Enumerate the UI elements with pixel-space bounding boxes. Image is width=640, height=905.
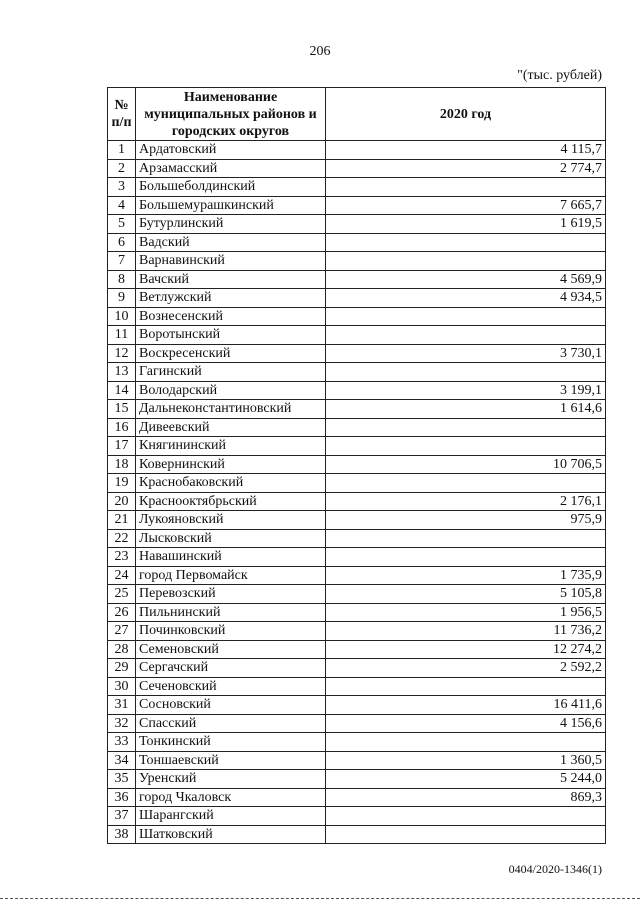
row-number: 8 (108, 270, 136, 289)
row-value: 1 619,5 (326, 215, 606, 234)
row-value (326, 733, 606, 752)
row-value: 5 244,0 (326, 770, 606, 789)
row-name: Воротынский (136, 326, 326, 345)
row-value (326, 474, 606, 493)
row-name: Навашинский (136, 548, 326, 567)
row-number: 38 (108, 825, 136, 844)
document-code: 0404/2020-1346(1) (508, 862, 602, 876)
row-name: Семеновский (136, 640, 326, 659)
row-number: 1 (108, 141, 136, 160)
row-value: 4 934,5 (326, 289, 606, 308)
row-name: Дальнеконстантиновский (136, 400, 326, 419)
row-number: 15 (108, 400, 136, 419)
row-value (326, 326, 606, 345)
row-value: 5 105,8 (326, 585, 606, 604)
table-row (108, 159, 606, 178)
row-name: Гагинский (136, 363, 326, 382)
row-value (326, 437, 606, 456)
row-number: 20 (108, 492, 136, 511)
row-number: 6 (108, 233, 136, 252)
table-row (108, 585, 606, 604)
row-name: Большемурашкинский (136, 196, 326, 215)
table-row (108, 233, 606, 252)
row-name: Княгининский (136, 437, 326, 456)
row-name: Тоншаевский (136, 751, 326, 770)
row-number: 35 (108, 770, 136, 789)
table-row (108, 603, 606, 622)
table-row (108, 418, 606, 437)
table-row (108, 455, 606, 474)
row-value: 11 736,2 (326, 622, 606, 641)
row-number: 19 (108, 474, 136, 493)
table-row (108, 437, 606, 456)
row-number: 22 (108, 529, 136, 548)
row-value (326, 825, 606, 844)
row-number: 27 (108, 622, 136, 641)
row-number: 13 (108, 363, 136, 382)
row-number: 10 (108, 307, 136, 326)
row-number: 5 (108, 215, 136, 234)
row-name: Варнавинский (136, 252, 326, 271)
row-name: Ковернинский (136, 455, 326, 474)
table-row (108, 344, 606, 363)
row-value: 1 360,5 (326, 751, 606, 770)
table-row (108, 807, 606, 826)
row-name: Сосновский (136, 696, 326, 715)
table-row (108, 529, 606, 548)
row-name: Краснооктябрьский (136, 492, 326, 511)
bottom-divider (0, 898, 640, 899)
table-row (108, 326, 606, 345)
table-row (108, 788, 606, 807)
row-value: 12 274,2 (326, 640, 606, 659)
row-value: 10 706,5 (326, 455, 606, 474)
row-value (326, 529, 606, 548)
row-number: 9 (108, 289, 136, 308)
table-row (108, 714, 606, 733)
page-number: 206 (309, 44, 331, 59)
table-row (108, 696, 606, 715)
row-number: 4 (108, 196, 136, 215)
row-value (326, 677, 606, 696)
header-num: № п/п (108, 88, 136, 141)
row-number: 17 (108, 437, 136, 456)
row-value: 2 774,7 (326, 159, 606, 178)
table-row (108, 751, 606, 770)
row-value: 16 411,6 (326, 696, 606, 715)
row-value: 4 115,7 (326, 141, 606, 160)
row-value (326, 418, 606, 437)
table-row (108, 215, 606, 234)
row-name: Дивеевский (136, 418, 326, 437)
row-number: 3 (108, 178, 136, 197)
allocation-table (107, 87, 606, 844)
row-number: 14 (108, 381, 136, 400)
row-number: 34 (108, 751, 136, 770)
units-label: "(тыс. рублей) (517, 68, 602, 83)
row-value: 2 176,1 (326, 492, 606, 511)
row-name: Бутурлинский (136, 215, 326, 234)
row-number: 37 (108, 807, 136, 826)
table-row (108, 511, 606, 530)
header-name: Наименование муниципальных районов и городских округов (136, 88, 326, 141)
row-value: 2 592,2 (326, 659, 606, 678)
table-row (108, 825, 606, 844)
table-row (108, 381, 606, 400)
table-row (108, 659, 606, 678)
table-row (108, 141, 606, 160)
row-value (326, 307, 606, 326)
header-year: 2020 год (326, 88, 606, 141)
row-number: 29 (108, 659, 136, 678)
row-name: Лукояновский (136, 511, 326, 530)
row-number: 32 (108, 714, 136, 733)
table-row (108, 363, 606, 382)
row-value (326, 363, 606, 382)
row-value (326, 233, 606, 252)
row-name: город Первомайск (136, 566, 326, 585)
row-value: 1 735,9 (326, 566, 606, 585)
row-name: Вознесенский (136, 307, 326, 326)
table-row (108, 733, 606, 752)
row-name: Лысковский (136, 529, 326, 548)
table-row (108, 566, 606, 585)
table-row (108, 622, 606, 641)
row-name: Починковский (136, 622, 326, 641)
table-row (108, 252, 606, 271)
row-name: Шатковский (136, 825, 326, 844)
row-number: 30 (108, 677, 136, 696)
row-value: 3 199,1 (326, 381, 606, 400)
row-name: Шарангский (136, 807, 326, 826)
table-row (108, 307, 606, 326)
table-row (108, 770, 606, 789)
row-name: Краснобаковский (136, 474, 326, 493)
row-name: Спасский (136, 714, 326, 733)
row-number: 33 (108, 733, 136, 752)
row-number: 28 (108, 640, 136, 659)
table-header-row (108, 88, 606, 141)
table-row (108, 640, 606, 659)
row-name: Воскресенский (136, 344, 326, 363)
table-row (108, 178, 606, 197)
row-value: 869,3 (326, 788, 606, 807)
row-number: 26 (108, 603, 136, 622)
row-name: Перевозский (136, 585, 326, 604)
row-value (326, 178, 606, 197)
row-name: Уренский (136, 770, 326, 789)
row-value: 1 614,6 (326, 400, 606, 419)
row-number: 11 (108, 326, 136, 345)
row-value: 4 569,9 (326, 270, 606, 289)
table-row (108, 548, 606, 567)
row-name: Большеболдинский (136, 178, 326, 197)
row-name: Тонкинский (136, 733, 326, 752)
table-row (108, 196, 606, 215)
row-number: 12 (108, 344, 136, 363)
row-number: 7 (108, 252, 136, 271)
table-body (108, 141, 606, 844)
row-number: 25 (108, 585, 136, 604)
table-row (108, 400, 606, 419)
row-name: Вачский (136, 270, 326, 289)
row-value: 7 665,7 (326, 196, 606, 215)
row-number: 16 (108, 418, 136, 437)
row-value (326, 548, 606, 567)
row-value: 975,9 (326, 511, 606, 530)
table-row (108, 289, 606, 308)
row-value (326, 252, 606, 271)
row-name: Сергачский (136, 659, 326, 678)
row-value: 3 730,1 (326, 344, 606, 363)
row-value: 1 956,5 (326, 603, 606, 622)
row-name: Сеченовский (136, 677, 326, 696)
row-name: Ветлужский (136, 289, 326, 308)
row-name: Володарский (136, 381, 326, 400)
row-number: 2 (108, 159, 136, 178)
row-number: 24 (108, 566, 136, 585)
row-name: город Чкаловск (136, 788, 326, 807)
table-row (108, 474, 606, 493)
row-value: 4 156,6 (326, 714, 606, 733)
row-number: 23 (108, 548, 136, 567)
row-name: Ардатовский (136, 141, 326, 160)
row-value (326, 807, 606, 826)
row-number: 31 (108, 696, 136, 715)
row-name: Вадский (136, 233, 326, 252)
table-row (108, 677, 606, 696)
row-number: 18 (108, 455, 136, 474)
row-name: Арзамасский (136, 159, 326, 178)
row-number: 21 (108, 511, 136, 530)
table-row (108, 492, 606, 511)
row-name: Пильнинский (136, 603, 326, 622)
table-row (108, 270, 606, 289)
row-number: 36 (108, 788, 136, 807)
